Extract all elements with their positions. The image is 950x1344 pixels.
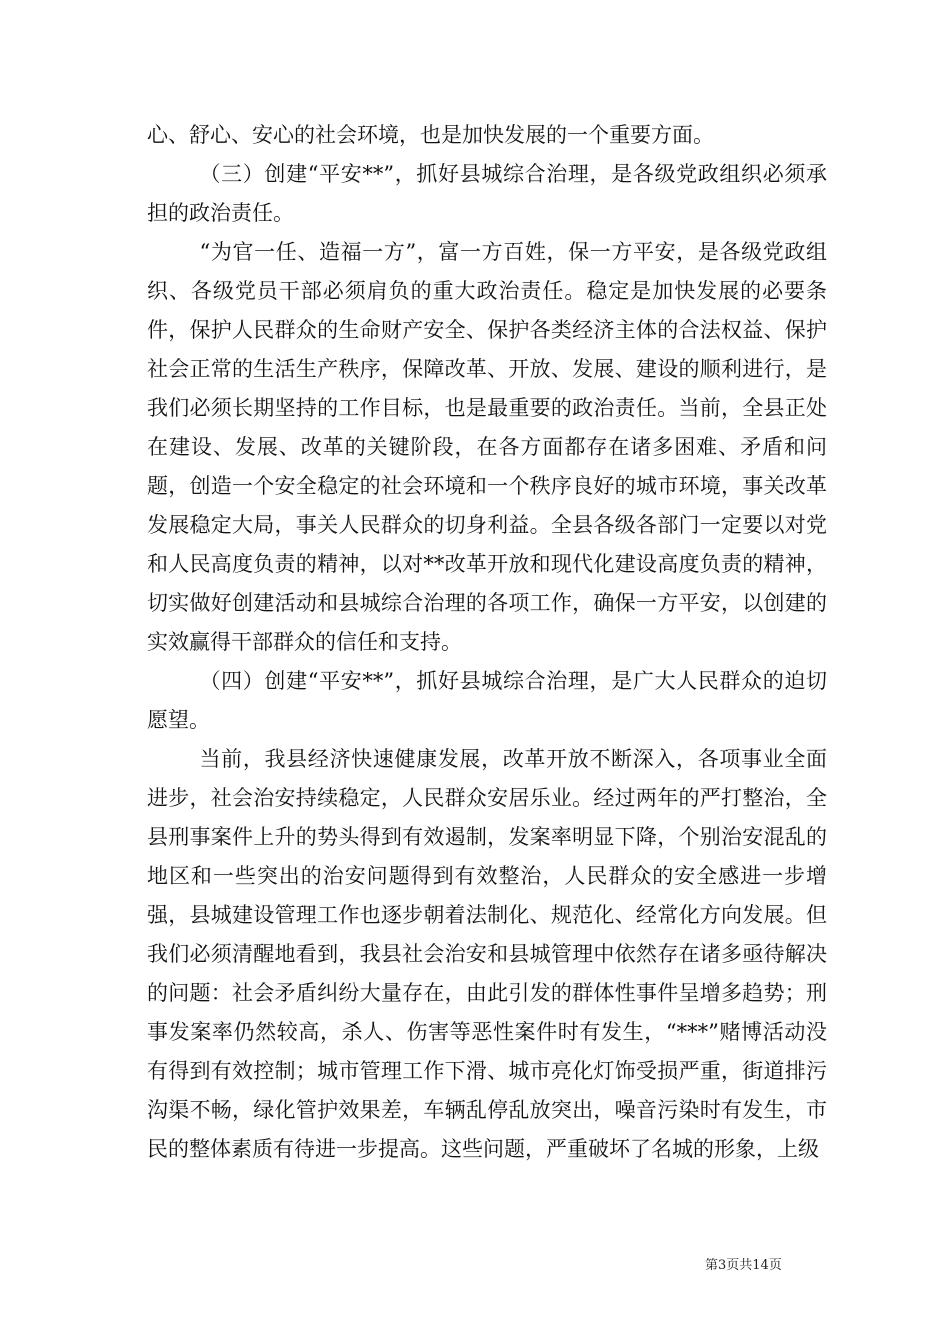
document-body (147, 116, 827, 1169)
paragraph-1: 心、舒心、安心的社会环境，也是加快发展的一个重要方面。 (147, 123, 714, 147)
paragraph-5: 当前，我县经济快速健康发展，改革开放不断深入，各项事业全面进步，社会治安持续稳定，人民群众安居乐业。经过两年的严打整治，全县刑事案件上升的势头得到有效遏制，发案率明显下降，个别治安混乱的地区和一些突出的治安问题得到有效整治，人民群众的安全感进一步增强，县城建设管理工作也逐步朝着法制化、规范化、经常化方向发展。但我们必须清醒地看到，我县社会治安和县城管理中依然存在诸多亟待解决的问题：社会矛盾纠纷大量存在，由此引发的群体性事件呈增多趋势；刑事发案率仍然较高，杀人、伤害等恶性案件时有发生，“***”赌博活动没有得到有效控制；城市管理工作下滑、城市亮化灯饰受损严重，街道排污沟渠不畅，绿化管护效果差，车辆乱停乱放突出，噪音污染时有发生，市民的整体素质有待进一步提高。这些问题，严重破坏了名城的形象，上级 (147, 747, 827, 1161)
page-number-footer: 第3页共14页 (705, 1258, 782, 1273)
paragraph-3: “为官一任、造福一方”，富一方百姓，保一方平安，是各级党政组织、各级党员干部必须肩负的重大政治责任。稳定是加快发展的必要条件，保护人民群众的生命财产安全、保护各类经济主体的合法权益、保护社会正常的生活生产秩序，保障改革、开放、发展、建设的顺利进行，是我们必须长期坚持的工作目标，也是最重要的政治责任。当前，全县正处在建设、发展、改革的关键阶段，在各方面都存在诸多困难、矛盾和问题，创造一个安全稳定的社会环境和一个秩序良好的城市环境，事关改革发展稳定大局，事关人民群众的切身利益。全县各级各部门一定要以对党和人民高度负责的精神，以对**改革开放和现代化建设高度负责的精神，切实做好创建活动和县城综合治理的各项工作，确保一方平安，以创建的实效赢得干部群众的信任和支持。 (147, 240, 827, 654)
paragraph-4: （四）创建“平安**”，抓好县城综合治理，是广大人民群众的迫切愿望。 (147, 669, 827, 732)
paragraph-2: （三）创建“平安**”，抓好县城综合治理，是各级党政组织必须承担的政治责任。 (147, 162, 827, 225)
